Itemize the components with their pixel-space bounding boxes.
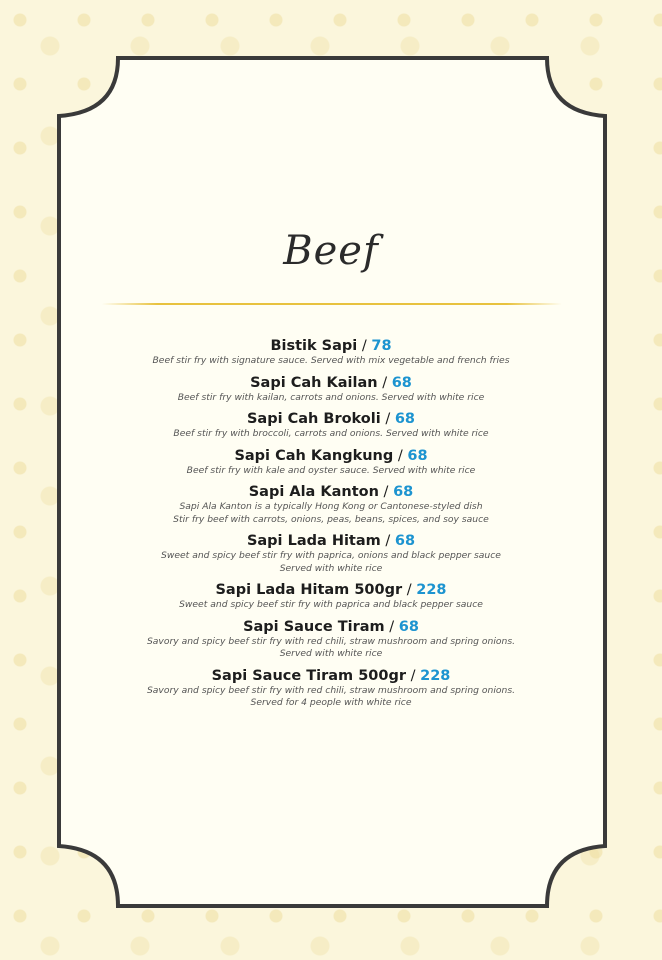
dish-description: Served for 4 people with white rice	[250, 697, 412, 708]
dish-name: Sapi Sauce Tiram	[243, 618, 385, 635]
menu-item-title	[80, 483, 582, 501]
dish-description: Beef stir fry with kailan, carrots and onions. Served with white rice	[177, 391, 485, 403]
section-title: Beef	[283, 228, 379, 274]
menu-items	[80, 337, 582, 716]
dish-price: 228	[416, 582, 447, 598]
dish-price: 68	[391, 374, 412, 391]
price-separator: /	[380, 411, 395, 427]
menu-item	[80, 667, 582, 710]
price-separator: /	[384, 618, 399, 635]
dish-name: Sapi Cah Kangkung	[234, 447, 394, 464]
menu-item-title	[80, 667, 582, 685]
dish-price: 68	[398, 618, 419, 635]
dish-description: Sweet and spicy beef stir fry with paprica, onions and black pepper sauce	[161, 550, 501, 561]
menu-item-title	[80, 410, 582, 428]
dish-name: Sapi Cah Kailan	[250, 374, 378, 391]
price-separator: /	[402, 582, 417, 598]
dish-name: Sapi Ala Kanton	[248, 484, 379, 500]
dish-description: Savory and spicy beef stir fry with red chili, straw mushroom and spring onions.	[146, 635, 516, 647]
price-separator: /	[393, 447, 408, 464]
dish-description: Served with white rice	[279, 648, 383, 659]
price-separator: /	[378, 484, 394, 500]
dish-name: Sapi Lada Hitam 500gr	[215, 582, 403, 598]
dish-name: Sapi Sauce Tiram 500gr	[211, 667, 406, 684]
menu-item	[80, 483, 582, 526]
menu-item	[80, 447, 582, 478]
menu-item	[80, 618, 582, 661]
dish-name: Sapi Cah Brokoli	[246, 411, 381, 427]
dish-description: Beef stir fry with broccoli, carrots and onions. Served with white rice	[173, 428, 489, 439]
dish-description: Sapi Ala Kanton is a typically Hong Kong or Cantonese-styled dish	[179, 501, 483, 512]
dish-description: Savory and spicy beef stir fry with red chili, straw mushroom and spring onions.	[146, 684, 516, 696]
dish-price: 68	[407, 447, 428, 464]
dish-name: Sapi Lada Hitam	[246, 533, 381, 549]
dish-description: Beef stir fry with signature sauce. Served with mix vegetable and french fries	[152, 355, 510, 366]
price-separator: /	[377, 374, 392, 391]
menu-item	[80, 337, 582, 368]
menu-item	[80, 410, 582, 441]
menu-item-title	[80, 532, 582, 550]
menu-item-title	[80, 618, 582, 636]
price-separator: /	[406, 667, 421, 684]
dish-price: 68	[394, 533, 416, 549]
dish-price: 68	[393, 484, 414, 500]
menu-item-title	[80, 374, 582, 392]
price-separator: /	[380, 533, 395, 549]
price-separator: /	[357, 338, 372, 354]
dish-price: 228	[420, 667, 451, 684]
menu-item	[80, 581, 582, 612]
dish-price: 68	[394, 411, 416, 427]
dish-description: Sweet and spicy beef stir fry with paprica and black pepper sauce	[179, 599, 483, 610]
gold-divider	[102, 303, 562, 305]
menu-item	[80, 374, 582, 405]
dish-name: Bistik Sapi	[270, 338, 358, 354]
menu-item	[80, 532, 582, 575]
dish-description: Beef stir fry with kale and oyster sauce. Served with white rice	[186, 464, 476, 476]
menu-item-title	[80, 337, 582, 355]
menu-item-title	[80, 581, 582, 599]
menu-item-title	[80, 447, 582, 465]
dish-description: Served with white rice	[279, 562, 383, 574]
dish-description: Stir fry beef with carrots, onions, peas, beans, spices, and soy sauce	[173, 513, 489, 525]
dish-price: 78	[371, 338, 392, 354]
